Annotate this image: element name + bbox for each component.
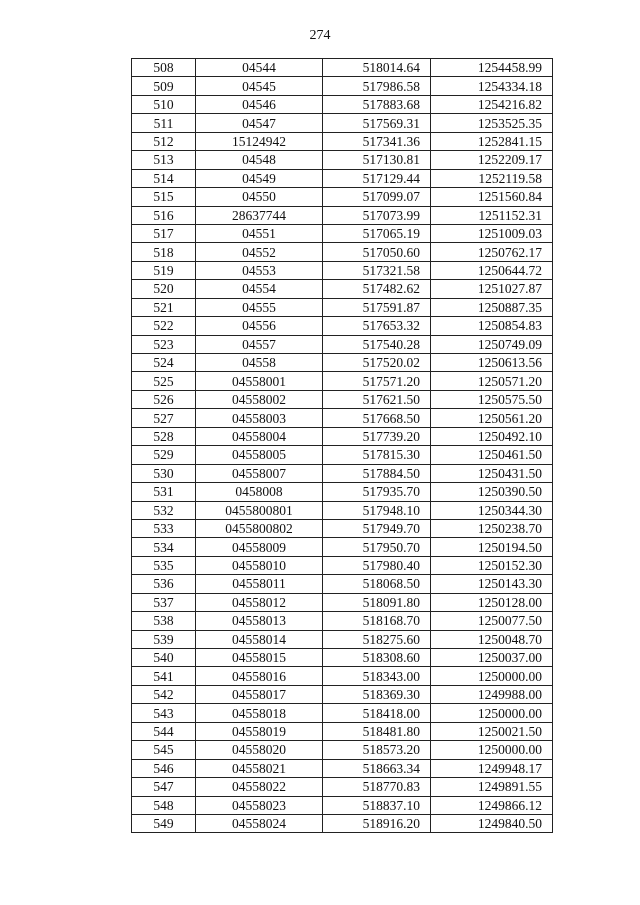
table-row	[132, 759, 553, 777]
x-coordinate-cell: 517569.31	[323, 114, 431, 132]
x-coordinate-cell: 518418.00	[323, 704, 431, 722]
table-row	[132, 446, 553, 464]
point-code-cell: 04553	[196, 261, 323, 279]
y-coordinate-cell: 1250461.50	[431, 446, 553, 464]
x-coordinate-cell: 517050.60	[323, 243, 431, 261]
y-coordinate-cell: 1250000.00	[431, 704, 553, 722]
y-coordinate-cell: 1250037.00	[431, 649, 553, 667]
point-code-cell: 04548	[196, 151, 323, 169]
table-row	[132, 722, 553, 740]
table-row	[132, 317, 553, 335]
x-coordinate-cell: 517935.70	[323, 483, 431, 501]
point-code-cell: 04558005	[196, 446, 323, 464]
row-number-cell: 539	[132, 630, 196, 648]
x-coordinate-cell: 517950.70	[323, 538, 431, 556]
table-row	[132, 519, 553, 537]
point-code-cell: 04558021	[196, 759, 323, 777]
y-coordinate-cell: 1250854.83	[431, 317, 553, 335]
row-number-cell: 513	[132, 151, 196, 169]
point-code-cell: 04558018	[196, 704, 323, 722]
table-row	[132, 77, 553, 95]
row-number-cell: 531	[132, 483, 196, 501]
point-code-cell: 0455800801	[196, 501, 323, 519]
table-row	[132, 575, 553, 593]
x-coordinate-cell: 518308.60	[323, 649, 431, 667]
row-number-cell: 510	[132, 95, 196, 113]
y-coordinate-cell: 1250048.70	[431, 630, 553, 648]
table-row	[132, 206, 553, 224]
row-number-cell: 525	[132, 372, 196, 390]
table-row	[132, 778, 553, 796]
point-code-cell: 04547	[196, 114, 323, 132]
point-code-cell: 04558023	[196, 796, 323, 814]
row-number-cell: 515	[132, 188, 196, 206]
x-coordinate-cell: 518663.34	[323, 759, 431, 777]
y-coordinate-cell: 1254216.82	[431, 95, 553, 113]
table-row	[132, 704, 553, 722]
y-coordinate-cell: 1254334.18	[431, 77, 553, 95]
x-coordinate-cell: 517130.81	[323, 151, 431, 169]
point-code-cell: 04558002	[196, 390, 323, 408]
point-code-cell: 04544	[196, 59, 323, 77]
table-row	[132, 59, 553, 77]
x-coordinate-cell: 518573.20	[323, 741, 431, 759]
y-coordinate-cell: 1250390.50	[431, 483, 553, 501]
y-coordinate-cell: 1250431.50	[431, 464, 553, 482]
row-number-cell: 546	[132, 759, 196, 777]
point-code-cell: 04546	[196, 95, 323, 113]
x-coordinate-cell: 518770.83	[323, 778, 431, 796]
y-coordinate-cell: 1249866.12	[431, 796, 553, 814]
point-code-cell: 04558012	[196, 593, 323, 611]
row-number-cell: 538	[132, 612, 196, 630]
row-number-cell: 529	[132, 446, 196, 464]
table-row	[132, 630, 553, 648]
x-coordinate-cell: 517482.62	[323, 280, 431, 298]
row-number-cell: 516	[132, 206, 196, 224]
y-coordinate-cell: 1249891.55	[431, 778, 553, 796]
y-coordinate-cell: 1252209.17	[431, 151, 553, 169]
point-code-cell: 04558022	[196, 778, 323, 796]
row-number-cell: 528	[132, 427, 196, 445]
point-code-cell: 04558024	[196, 814, 323, 832]
row-number-cell: 530	[132, 464, 196, 482]
table-row	[132, 114, 553, 132]
point-code-cell: 0455800802	[196, 519, 323, 537]
y-coordinate-cell: 1250128.00	[431, 593, 553, 611]
point-code-cell: 04558013	[196, 612, 323, 630]
row-number-cell: 526	[132, 390, 196, 408]
y-coordinate-cell: 1251027.87	[431, 280, 553, 298]
row-number-cell: 527	[132, 409, 196, 427]
y-coordinate-cell: 1250000.00	[431, 741, 553, 759]
y-coordinate-cell: 1251560.84	[431, 188, 553, 206]
table-row	[132, 95, 553, 113]
y-coordinate-cell: 1250571.20	[431, 372, 553, 390]
y-coordinate-cell: 1250762.17	[431, 243, 553, 261]
point-code-cell: 04558015	[196, 649, 323, 667]
x-coordinate-cell: 518091.80	[323, 593, 431, 611]
x-coordinate-cell: 517321.58	[323, 261, 431, 279]
table-row	[132, 464, 553, 482]
x-coordinate-cell: 517980.40	[323, 556, 431, 574]
point-code-cell: 04545	[196, 77, 323, 95]
x-coordinate-cell: 517520.02	[323, 354, 431, 372]
x-coordinate-cell: 517884.50	[323, 464, 431, 482]
row-number-cell: 533	[132, 519, 196, 537]
row-number-cell: 512	[132, 132, 196, 150]
y-coordinate-cell: 1250000.00	[431, 667, 553, 685]
row-number-cell: 518	[132, 243, 196, 261]
table-row	[132, 132, 553, 150]
y-coordinate-cell: 1254458.99	[431, 59, 553, 77]
table-row	[132, 354, 553, 372]
row-number-cell: 517	[132, 224, 196, 242]
x-coordinate-cell: 517065.19	[323, 224, 431, 242]
y-coordinate-cell: 1253525.35	[431, 114, 553, 132]
point-code-cell: 04558010	[196, 556, 323, 574]
row-number-cell: 532	[132, 501, 196, 519]
row-number-cell: 548	[132, 796, 196, 814]
y-coordinate-cell: 1250575.50	[431, 390, 553, 408]
x-coordinate-cell: 517341.36	[323, 132, 431, 150]
table-row	[132, 261, 553, 279]
coordinates-table	[131, 58, 553, 833]
table-row	[132, 483, 553, 501]
x-coordinate-cell: 518014.64	[323, 59, 431, 77]
x-coordinate-cell: 517129.44	[323, 169, 431, 187]
x-coordinate-cell: 517621.50	[323, 390, 431, 408]
x-coordinate-cell: 517540.28	[323, 335, 431, 353]
x-coordinate-cell: 518369.30	[323, 685, 431, 703]
point-code-cell: 04556	[196, 317, 323, 335]
x-coordinate-cell: 517883.68	[323, 95, 431, 113]
point-code-cell: 04558007	[196, 464, 323, 482]
row-number-cell: 535	[132, 556, 196, 574]
point-code-cell: 04552	[196, 243, 323, 261]
x-coordinate-cell: 517073.99	[323, 206, 431, 224]
row-number-cell: 547	[132, 778, 196, 796]
x-coordinate-cell: 518068.50	[323, 575, 431, 593]
table-row	[132, 280, 553, 298]
row-number-cell: 514	[132, 169, 196, 187]
point-code-cell: 0458008	[196, 483, 323, 501]
table-row	[132, 685, 553, 703]
y-coordinate-cell: 1250613.56	[431, 354, 553, 372]
x-coordinate-cell: 517815.30	[323, 446, 431, 464]
row-number-cell: 519	[132, 261, 196, 279]
x-coordinate-cell: 517948.10	[323, 501, 431, 519]
y-coordinate-cell: 1249840.50	[431, 814, 553, 832]
y-coordinate-cell: 1250238.70	[431, 519, 553, 537]
table-row	[132, 243, 553, 261]
table-row	[132, 612, 553, 630]
row-number-cell: 541	[132, 667, 196, 685]
table-row	[132, 224, 553, 242]
y-coordinate-cell: 1249948.17	[431, 759, 553, 777]
y-coordinate-cell: 1251152.31	[431, 206, 553, 224]
point-code-cell: 04551	[196, 224, 323, 242]
table-row	[132, 298, 553, 316]
point-code-cell: 04558016	[196, 667, 323, 685]
y-coordinate-cell: 1252119.58	[431, 169, 553, 187]
x-coordinate-cell: 517668.50	[323, 409, 431, 427]
row-number-cell: 523	[132, 335, 196, 353]
x-coordinate-cell: 518343.00	[323, 667, 431, 685]
point-code-cell: 04550	[196, 188, 323, 206]
row-number-cell: 544	[132, 722, 196, 740]
point-code-cell: 04549	[196, 169, 323, 187]
x-coordinate-cell: 517653.32	[323, 317, 431, 335]
y-coordinate-cell: 1250152.30	[431, 556, 553, 574]
y-coordinate-cell: 1252841.15	[431, 132, 553, 150]
row-number-cell: 543	[132, 704, 196, 722]
y-coordinate-cell: 1250077.50	[431, 612, 553, 630]
table-row	[132, 390, 553, 408]
y-coordinate-cell: 1249988.00	[431, 685, 553, 703]
row-number-cell: 520	[132, 280, 196, 298]
table-row	[132, 169, 553, 187]
point-code-cell: 04558019	[196, 722, 323, 740]
row-number-cell: 540	[132, 649, 196, 667]
point-code-cell: 04554	[196, 280, 323, 298]
table-row	[132, 538, 553, 556]
table-row	[132, 796, 553, 814]
row-number-cell: 536	[132, 575, 196, 593]
x-coordinate-cell: 518275.60	[323, 630, 431, 648]
y-coordinate-cell: 1250644.72	[431, 261, 553, 279]
x-coordinate-cell: 518481.80	[323, 722, 431, 740]
page-number: 274	[309, 28, 331, 43]
table-row	[132, 667, 553, 685]
table-row	[132, 409, 553, 427]
x-coordinate-cell: 517949.70	[323, 519, 431, 537]
point-code-cell: 28637744	[196, 206, 323, 224]
x-coordinate-cell: 517986.58	[323, 77, 431, 95]
x-coordinate-cell: 518837.10	[323, 796, 431, 814]
y-coordinate-cell: 1250887.35	[431, 298, 553, 316]
x-coordinate-cell: 517591.87	[323, 298, 431, 316]
row-number-cell: 534	[132, 538, 196, 556]
point-code-cell: 04555	[196, 298, 323, 316]
table-row	[132, 814, 553, 832]
table-row	[132, 427, 553, 445]
row-number-cell: 537	[132, 593, 196, 611]
y-coordinate-cell: 1250143.30	[431, 575, 553, 593]
table-row	[132, 556, 553, 574]
y-coordinate-cell: 1250344.30	[431, 501, 553, 519]
row-number-cell: 511	[132, 114, 196, 132]
point-code-cell: 15124942	[196, 132, 323, 150]
row-number-cell: 522	[132, 317, 196, 335]
y-coordinate-cell: 1251009.03	[431, 224, 553, 242]
y-coordinate-cell: 1250749.09	[431, 335, 553, 353]
point-code-cell: 04558014	[196, 630, 323, 648]
row-number-cell: 542	[132, 685, 196, 703]
point-code-cell: 04558004	[196, 427, 323, 445]
point-code-cell: 04558020	[196, 741, 323, 759]
point-code-cell: 04558003	[196, 409, 323, 427]
point-code-cell: 04558017	[196, 685, 323, 703]
row-number-cell: 509	[132, 77, 196, 95]
table-row	[132, 335, 553, 353]
table-row	[132, 741, 553, 759]
y-coordinate-cell: 1250561.20	[431, 409, 553, 427]
point-code-cell: 04558	[196, 354, 323, 372]
row-number-cell: 524	[132, 354, 196, 372]
row-number-cell: 508	[132, 59, 196, 77]
x-coordinate-cell: 517099.07	[323, 188, 431, 206]
table-row	[132, 188, 553, 206]
table-row	[132, 372, 553, 390]
point-code-cell: 04557	[196, 335, 323, 353]
coordinates-table-body	[132, 59, 553, 833]
y-coordinate-cell: 1250021.50	[431, 722, 553, 740]
y-coordinate-cell: 1250194.50	[431, 538, 553, 556]
table-row	[132, 593, 553, 611]
y-coordinate-cell: 1250492.10	[431, 427, 553, 445]
x-coordinate-cell: 518168.70	[323, 612, 431, 630]
x-coordinate-cell: 517571.20	[323, 372, 431, 390]
row-number-cell: 549	[132, 814, 196, 832]
table-row	[132, 151, 553, 169]
table-row	[132, 649, 553, 667]
x-coordinate-cell: 518916.20	[323, 814, 431, 832]
point-code-cell: 04558011	[196, 575, 323, 593]
row-number-cell: 521	[132, 298, 196, 316]
x-coordinate-cell: 517739.20	[323, 427, 431, 445]
row-number-cell: 545	[132, 741, 196, 759]
point-code-cell: 04558001	[196, 372, 323, 390]
point-code-cell: 04558009	[196, 538, 323, 556]
table-row	[132, 501, 553, 519]
